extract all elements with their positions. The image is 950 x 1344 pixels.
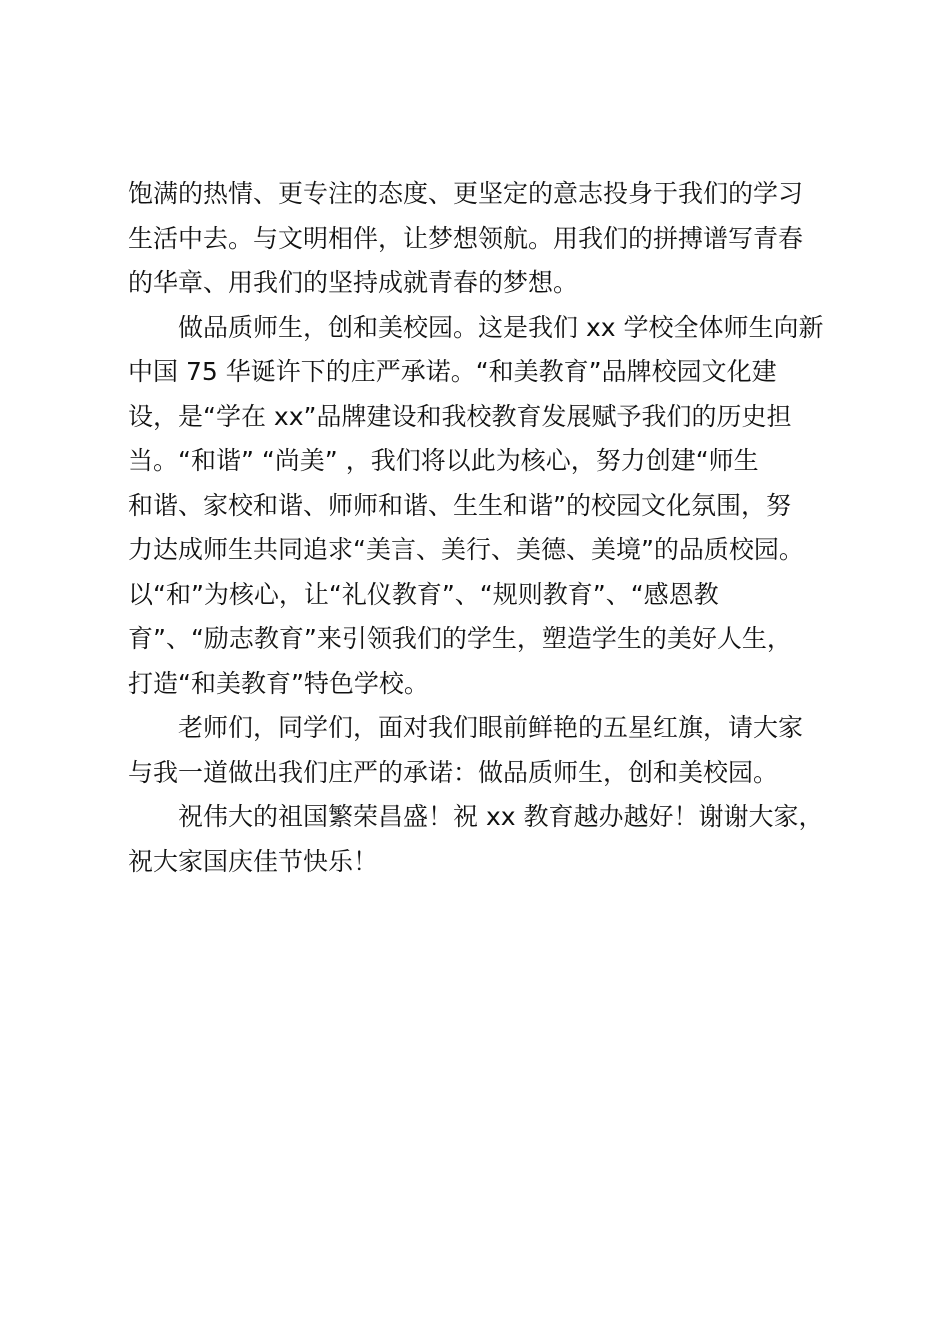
document-body (128, 172, 858, 884)
paragraph-3-line-2: 与我一道做出我们庄严的承诺：做品质师生，创和美校园。 (128, 757, 779, 787)
paragraph-3 (128, 706, 858, 795)
paragraph-4 (128, 795, 858, 884)
paragraph-2 (128, 306, 858, 707)
paragraph-2-line-9: 打造“和美教育”特色学校。 (128, 668, 429, 698)
paragraph-2-line-4: 当。“和谐” “尚美” ，我们将以此为核心，努力创建“师生 (128, 446, 759, 475)
paragraph-1-line-2: 生活中去。与文明相伴，让梦想领航。用我们的拼搏谱写青春 (128, 223, 804, 253)
paragraph-2-line-1: 做品质师生，创和美校园。这是我们 xx 学校全体师生向新 (178, 312, 824, 342)
paragraph-4-line-1: 祝伟大的祖国繁荣昌盛！祝 xx 教育越办越好！谢谢大家， (178, 802, 824, 831)
paragraph-2-line-3: 设，是“学在 xx”品牌建设和我校教育发展赋予我们的历史担 (128, 401, 792, 431)
paragraph-2-line-8: 育”、“励志教育”来引领我们的学生，塑造学生的美好人生， (128, 624, 792, 653)
paragraph-1-line-3: 的华章、用我们的坚持成就青春的梦想。 (128, 268, 579, 297)
paragraph-1 (128, 172, 858, 306)
paragraph-1-line-1: 饱满的热情、更专注的态度、更坚定的意志投身于我们的学习 (128, 179, 804, 208)
paragraph-2-line-7: 以“和”为核心，让“礼仪教育”、“规则教育”、“感恩教 (128, 579, 719, 609)
paragraph-4-line-2: 祝大家国庆佳节快乐！ (128, 846, 379, 876)
paragraph-3-line-1: 老师们，同学们，面对我们眼前鲜艳的五星红旗，请大家 (178, 713, 804, 742)
paragraph-2-line-5: 和谐、家校和谐、师师和谐、生生和谐”的校园文化氛围，努 (128, 490, 791, 520)
paragraph-2-line-2: 中国 75 华诞许下的庄严承诺。“和美教育”品牌校园文化建 (128, 357, 777, 386)
paragraph-2-line-6: 力达成师生共同追求“美言、美行、美德、美境”的品质校园。 (128, 535, 804, 564)
